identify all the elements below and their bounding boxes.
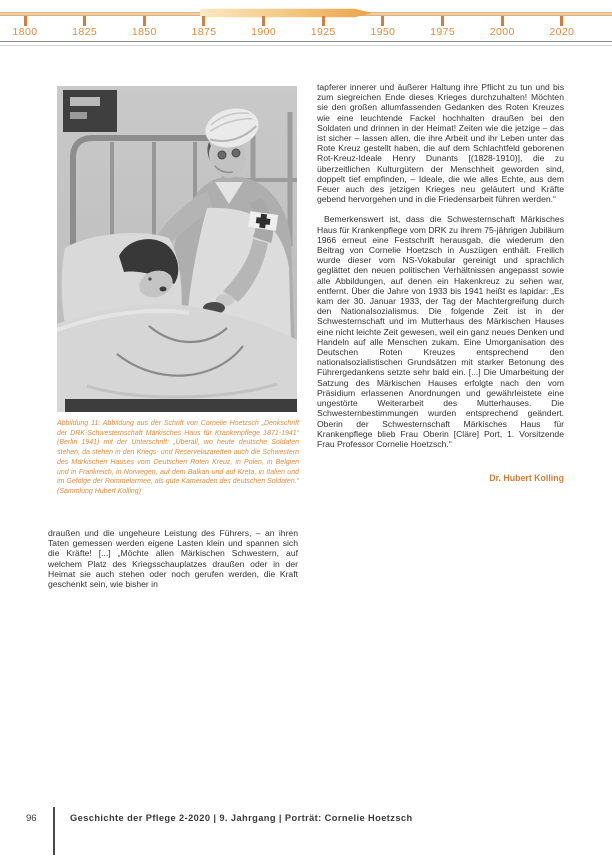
- timeline-tick: [24, 16, 27, 26]
- figure: [57, 86, 297, 412]
- timeline-years: [8, 16, 579, 38]
- timeline-year-label: 1800: [12, 26, 38, 38]
- timeline-tick: [202, 16, 205, 26]
- timeline-tick: [501, 16, 504, 26]
- right-column: [317, 82, 564, 483]
- footer-divider: [53, 807, 55, 855]
- right-column-paragraph-1: tapferer innerer und äußerer Haltung ihre Pflicht zu tun und bis zum siegreichen Ende dieses Krieges durchzuhalten! Möchten sie den großen allumfassenden Gedanken des Roten Kreuzes wie eine leuchtende Fackel hochhalten draußen bei den Soldaten und drinnen in der Heimat! Zeiten wie die jetzige – das ist sicher – lassen allen, die ihre Arbeit und ihr Leben unter das Rote Kreuz gestellt haben, die auf dem Schlachtfeld geborenen Rot-Kreuz-Ideale Henry Dunants [(1828-1910)], die zu überzeitlichen Kulturgütern der Menschheit geworden sind, doppelt tief empfinden, – Ideale, die wie alles Echte, aus dem Feuer auch des jetzigen Krieges neu geläutert und Kräfte gebend hervorgehen und in die Friedensarbeit führen werden.“: [317, 82, 564, 205]
- timeline-year: [366, 16, 400, 38]
- timeline-tick: [322, 16, 325, 26]
- timeline-year-label: 1850: [131, 26, 157, 38]
- author-byline: Dr. Hubert Kolling: [489, 473, 564, 484]
- timeline-year: [426, 16, 460, 38]
- timeline-year: [545, 16, 579, 38]
- timeline-year: [187, 16, 221, 38]
- right-column-paragraph-2: Bemerkenswert ist, dass die Schwesternschaft Märkisches Haus für Krankenpflege vom DRK zu ihrem 75-jährigen Jubiläum 1966 erneut eine Festschrift herausgab, die wiederum den Beitrag von Cornelie Hoetzsch in Auszügen enthält. Freilich wurde dieser vom NS-Vokabular gereinigt und sprachlich geglättet den neuen politischen Verhältnissen angepasst sowie alle Abbildungen, auf denen ein Hakenkreuz zu sehen war, entfernt. Über die Jahre von 1933 bis 1941 heißt es lapidar: „Es kam der 30. Januar 1933, der Tag der Machtergreifung durch den Nationalsozialismus. Die folgende Zeit ist in der Schwesternschaft und im Mutterhaus des Märkischen Hauses eine nicht leichte Zeit gewesen, weil ein ganz neues Denken und Handeln auf alle Menschen zukam. Eine Umorganisation des Deutschen Roten Kreuzes entsprechend den nationalsozialistischen Grundsätzen mit starker Betonung des Führergedankens setzte sehr bald ein. [...] Die Umarbeitung der Satzung des Märkischen Hauses erfolgte nach den vom Präsidium erlassenen Anordnungen und gewährleistete eine ungestörte Weiterarbeit des Mutterhauses. Die Schwesternbestimmungen wurden entsprechend geändert. Oberin der Schwesternschaft Märkisches Haus für Krankenpflege blieb Frau Oberin [Cläre] Port, 1. Vorsitzende Frau Professor Cornelie Hoetzsch.“: [317, 214, 564, 449]
- timeline-tick: [381, 16, 384, 26]
- historical-photo: [57, 86, 297, 412]
- timeline-year: [127, 16, 161, 38]
- timeline-year: [306, 16, 340, 38]
- timeline-year-label: 1825: [72, 26, 98, 38]
- timeline-year: [247, 16, 281, 38]
- timeline-year: [8, 16, 42, 38]
- timeline-tick: [441, 16, 444, 26]
- left-column-text: draußen und die ungeheure Leistung des Führers, – an ihren Taten gemessen werden eigene Lasten klein und spannen sich die Kräfte! [...] „Möchte allen Märkischen Schwestern, auf welchem Platz des Kriegsschauplatzes draußen oder in der Heimat sie auch stehen oder noch gerufen werden, die Kraft geschenkt sein, wie bisher in: [48, 528, 298, 590]
- photo-bottom-rail: [65, 399, 297, 412]
- timeline-year-label: 1900: [251, 26, 277, 38]
- timeline-tick: [560, 16, 563, 26]
- timeline-year: [485, 16, 519, 38]
- timeline-rule-bottom: [0, 45, 612, 46]
- figure-caption: Abbildung 11: Abbildung aus der Schrift von Cornelie Hoetzsch „Denkschrift der DRK-Schwesternschaft Märkisches Haus für Krankenpflege 1871-1941“ (Berlin 1941) mit der Unterschrift: „Überall, wo heute deutsche Soldaten stehen, da stehen in den Kriegs- und Reservelazaretten auch die Schwestern des Märkischen Hauses vom Deutschen Roten Kreuz, in Polen, in Belgien und in Frankreich, in Norwegen, auf dem Balkan und auf Kreta, in Italien und im Gefolge der Rommelarmee, als gute Kameraden des deutschen Soldaten.“ (Sammlung Hubert Kolling): [57, 420, 299, 495]
- journal-title-line: Geschichte der Pflege 2-2020 | 9. Jahrgang | Porträt: Cornelie Hoetzsch: [70, 813, 413, 823]
- timeline-year-label: 1925: [310, 26, 336, 38]
- timeline-year-label: 2020: [549, 26, 575, 38]
- timeline-year-label: 1875: [191, 26, 217, 38]
- timeline-tick: [143, 16, 146, 26]
- timeline-tick: [83, 16, 86, 26]
- timeline-year-label: 1975: [430, 26, 456, 38]
- timeline-rule-top: [0, 41, 612, 42]
- timeline-year-label: 2000: [489, 26, 515, 38]
- timeline-year: [68, 16, 102, 38]
- timeline-year-label: 1950: [370, 26, 396, 38]
- wall-sign: [63, 90, 117, 132]
- timeline-tick: [262, 16, 265, 26]
- page-number: 96: [26, 813, 37, 824]
